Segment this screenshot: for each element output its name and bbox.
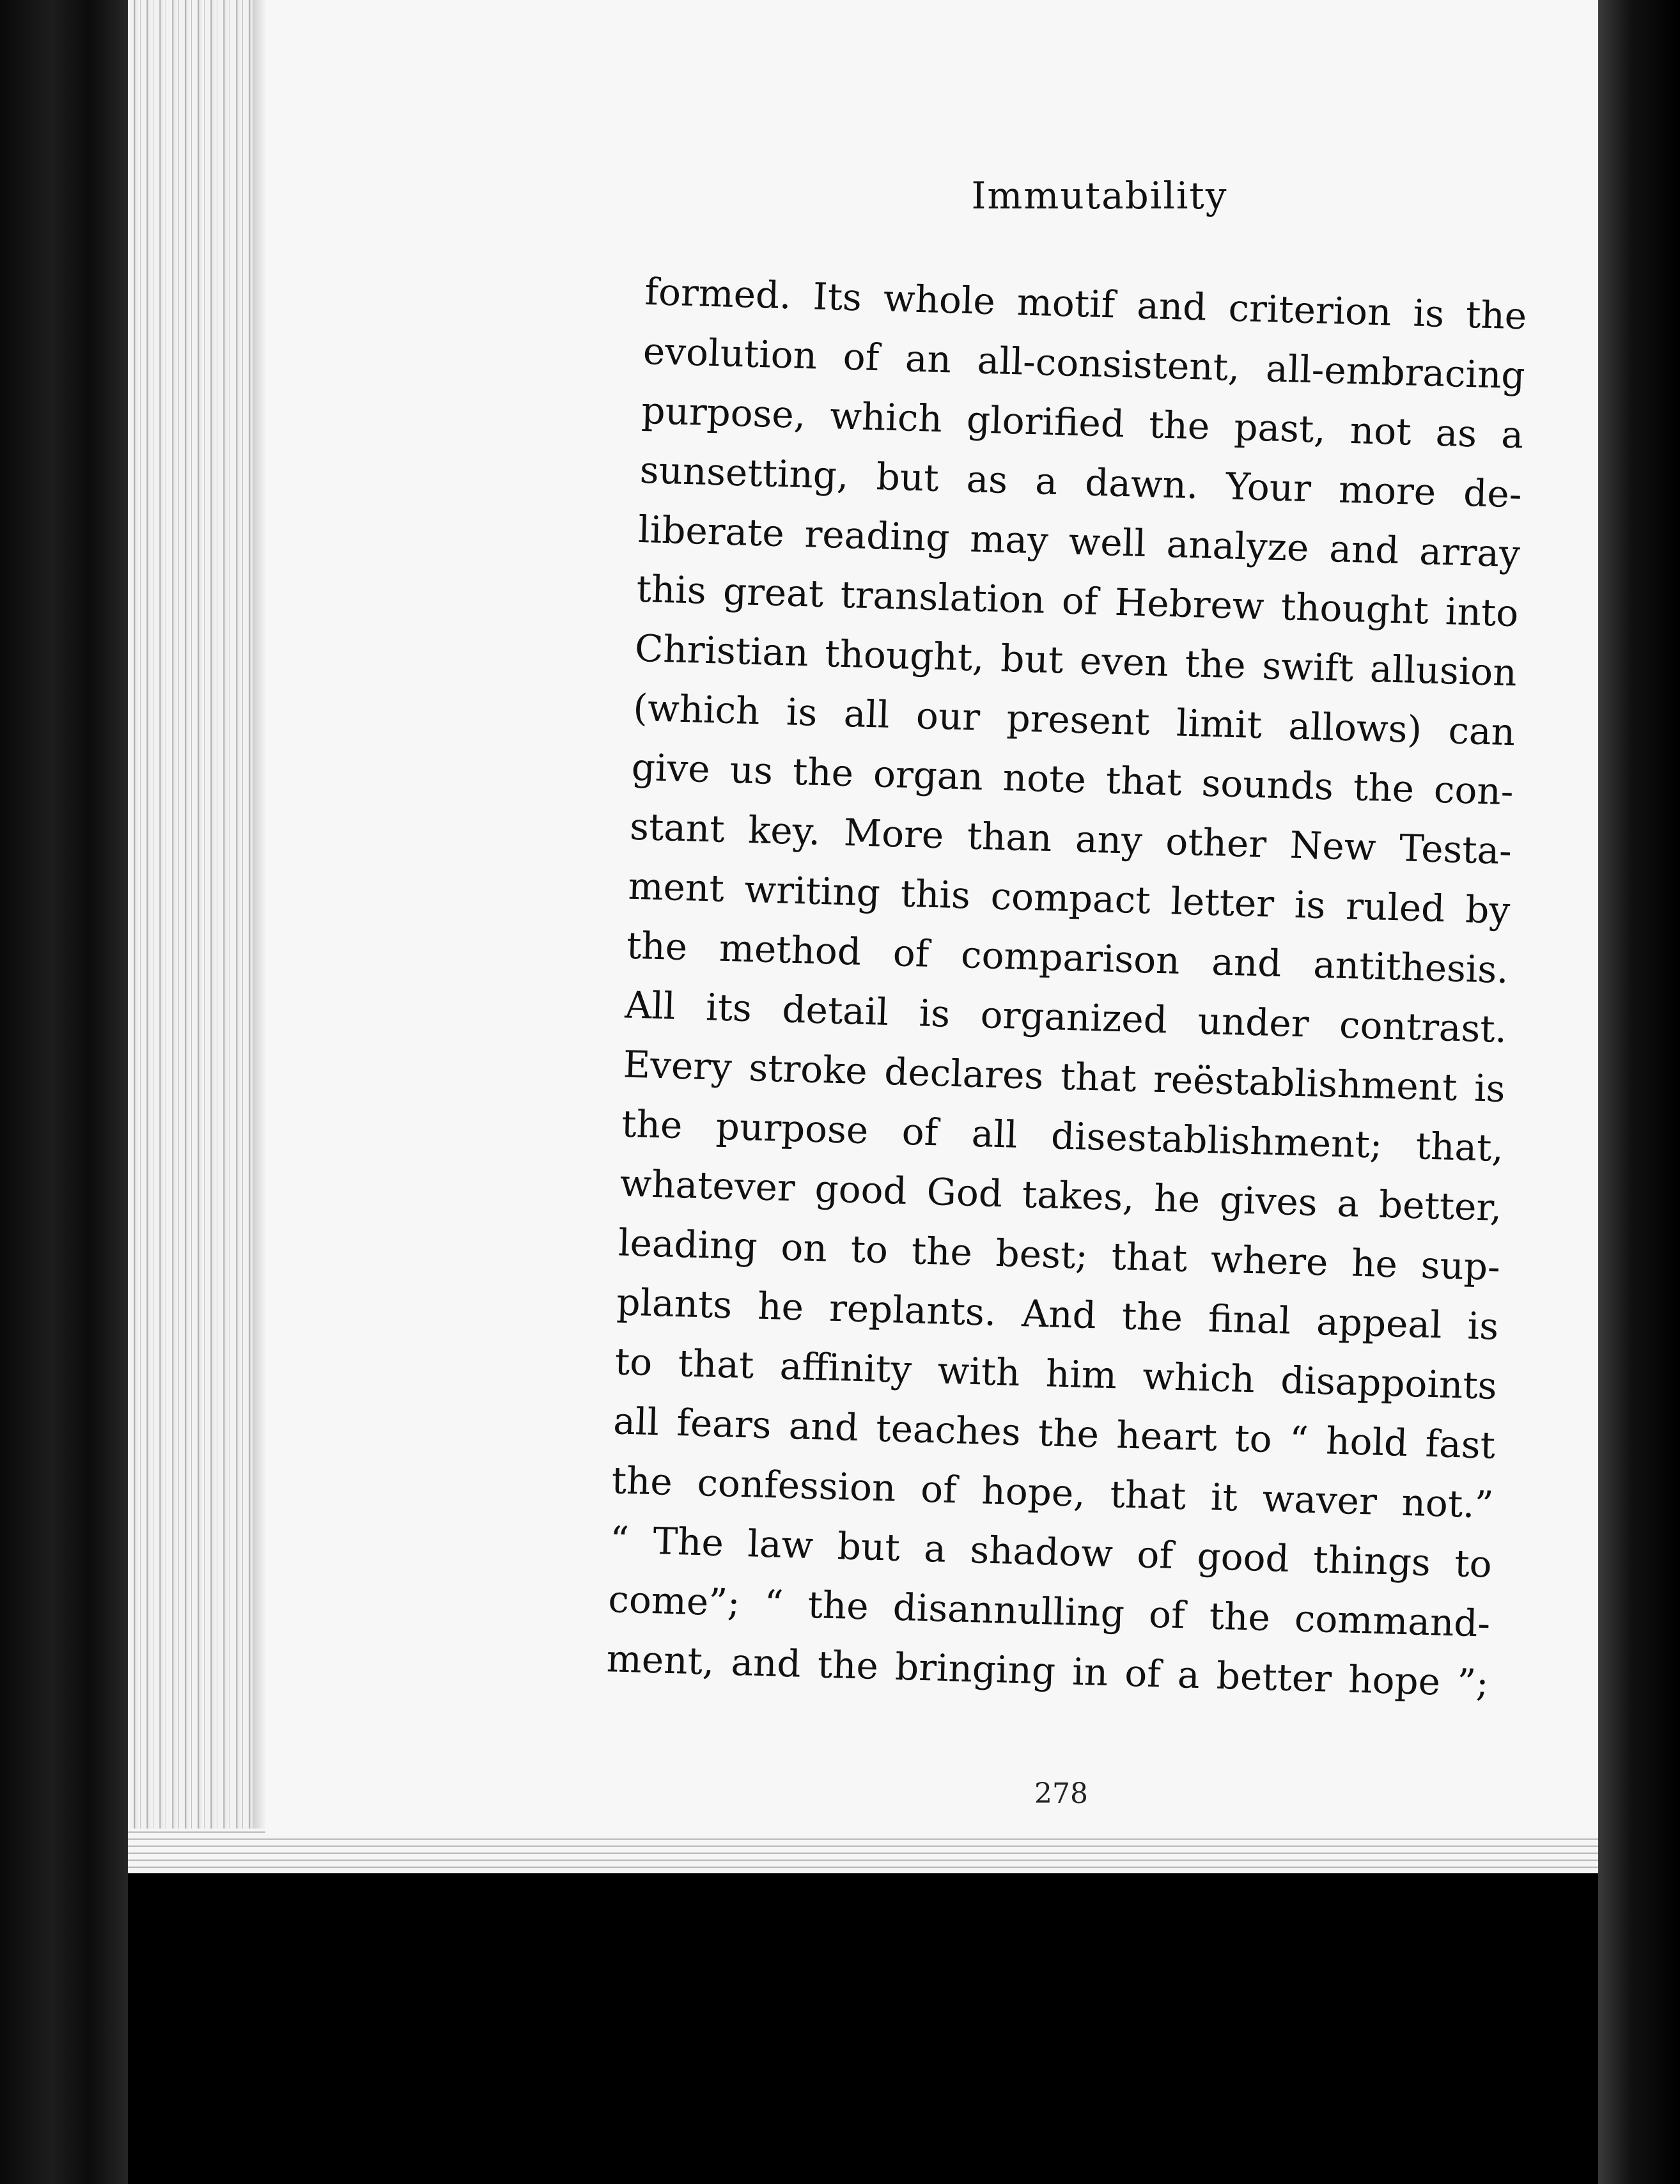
text-line: all fears and teaches the heart to “ hold fast xyxy=(612,1399,1496,1467)
book-binding xyxy=(0,0,128,2184)
text-line: give us the organ note that sounds the con- xyxy=(630,745,1514,814)
text-line: Every stroke declares that reëstablishment is xyxy=(623,1042,1506,1111)
text-line: liberate reading may well analyze and array xyxy=(637,507,1521,576)
text-line: evolution of an all-consistent, all-embracing xyxy=(642,329,1526,398)
text-line: the purpose of all disestablishment; that, xyxy=(621,1102,1504,1170)
text-line: purpose, which glorified the past, not as a xyxy=(641,388,1524,457)
text-line: whatever good God takes, he gives a better, xyxy=(619,1161,1503,1229)
text-line: this great translation of Hebrew thought into xyxy=(635,566,1520,636)
text-line: All its detail is organized under contrast. xyxy=(624,983,1507,1052)
right-page-edge xyxy=(1598,0,1680,2184)
page-edges-bottom xyxy=(128,1829,1598,1873)
page-number: 278 xyxy=(1034,1777,1088,1810)
text-line: plants he replants. And the final appeal is xyxy=(616,1280,1499,1348)
text-line: stant key. More than any other New Testa- xyxy=(629,804,1513,873)
text-line: sunsetting, but as a dawn. Your more de- xyxy=(639,448,1523,517)
text-line: ment, and the bringing in of a better hope ”; xyxy=(606,1637,1489,1705)
text-line: formed. Its whole motif and criterion is the xyxy=(644,269,1528,338)
text-line: “ The law but a shadow of good things to xyxy=(609,1518,1493,1586)
text-line: Christian thought, but even the swift allusion xyxy=(634,626,1518,695)
text-line: to that affinity with him which disappoints xyxy=(614,1339,1498,1408)
body-text xyxy=(606,262,1528,1713)
bottom-dark-area xyxy=(128,1867,1680,2184)
text-line: the method of comparison and antithesis. xyxy=(626,923,1509,992)
text-line: leading on to the best; that where he sup- xyxy=(618,1221,1501,1289)
text-line: (which is all our present limit allows) can xyxy=(632,685,1516,754)
page-edge-shadow xyxy=(253,0,265,1867)
text-line: ment writing this compact letter is ruled by xyxy=(627,864,1511,933)
text-line: come”; “ the disannulling of the command- xyxy=(607,1577,1491,1646)
running-title: Immutability xyxy=(971,174,1228,217)
page-edges-left xyxy=(128,0,262,1867)
text-line: the confession of hope, that it waver not.” xyxy=(611,1458,1495,1527)
